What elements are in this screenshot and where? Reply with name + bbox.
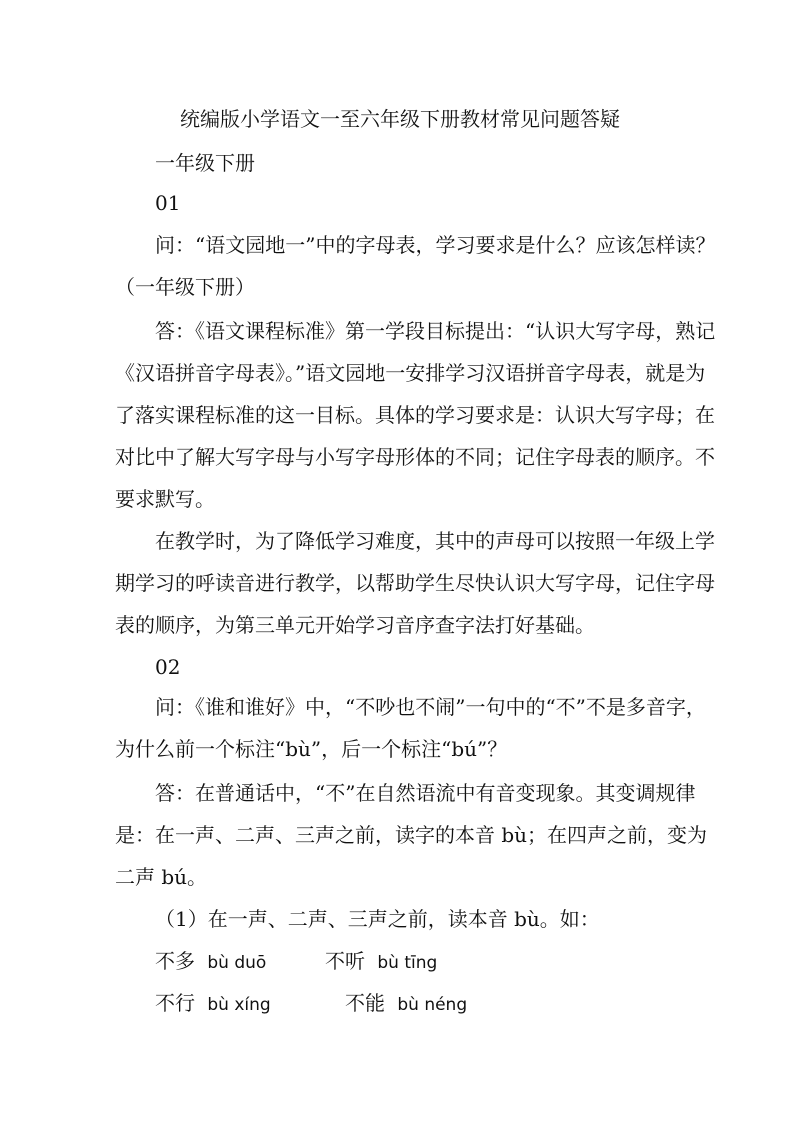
section-heading: 一年级下册	[155, 151, 255, 175]
answer-text-line: 对比中了解大写字母与小写字母形体的不同；记住字母表的顺序。不	[115, 445, 715, 469]
example-item	[345, 988, 800, 1020]
answer-text-line: 二声 bú。	[115, 865, 208, 889]
question-text-line: 问：《谁和谁好》中，“不吵也不闹”一句中的“不”不是多音字，	[155, 695, 706, 719]
example-word: 不行	[155, 991, 195, 1015]
answer-text-line: 了落实课程标准的这一目标。具体的学习要求是：认识大写字母；在	[115, 403, 715, 427]
document-title: 统编版小学语文一至六年级下册教材常见问题答疑	[180, 107, 620, 131]
answer-text-line: 《汉语拼音字母表》。”语文园地一安排学习汉语拼音字母表，就是为	[115, 361, 706, 385]
example-pinyin: bù néng	[397, 995, 468, 1015]
paragraph-line: 期学习的呼读音进行教学，以帮助学生尽快认识大写字母，记住字母	[115, 571, 715, 595]
example-pinyin: bù xíng	[207, 995, 271, 1015]
example-word: 不能	[345, 991, 385, 1015]
answer-text-line: 是：在一声、二声、三声之前，读字的本音 bù；在四声之前，变为	[115, 823, 708, 847]
question-text-line: 问：“语文园地一”中的字母表，学习要求是什么？应该怎样读？	[155, 233, 716, 257]
example-word: 不听	[325, 949, 365, 973]
answer-text-line: 要求默写。	[115, 487, 215, 511]
paragraph-line: 表的顺序，为第三单元开始学习音序查字法打好基础。	[115, 613, 595, 637]
example-word: 不多	[155, 949, 195, 973]
paragraph-line: 在教学时，为了降低学习难度，其中的声母可以按照一年级上学	[155, 529, 715, 553]
answer-text-line: 答：《语文课程标准》第一学段目标提出：“认识大写字母，熟记	[155, 319, 716, 343]
question-number: 01	[155, 191, 181, 215]
question-text-line: 为什么前一个标注“bù”，后一个标注“bú”？	[115, 737, 508, 761]
answer-text-line: 答：在普通话中，“不”在自然语流中有音变现象。其变调规律	[155, 781, 696, 805]
example-item	[325, 946, 800, 978]
question-number: 02	[155, 655, 181, 679]
example-pinyin: bù duō	[207, 953, 267, 973]
rule-line: （1）在一声、二声、三声之前，读本音 bù。如：	[155, 907, 600, 931]
example-pinyin: bù tīng	[377, 953, 438, 973]
question-text-line: （一年级下册）	[115, 275, 255, 299]
